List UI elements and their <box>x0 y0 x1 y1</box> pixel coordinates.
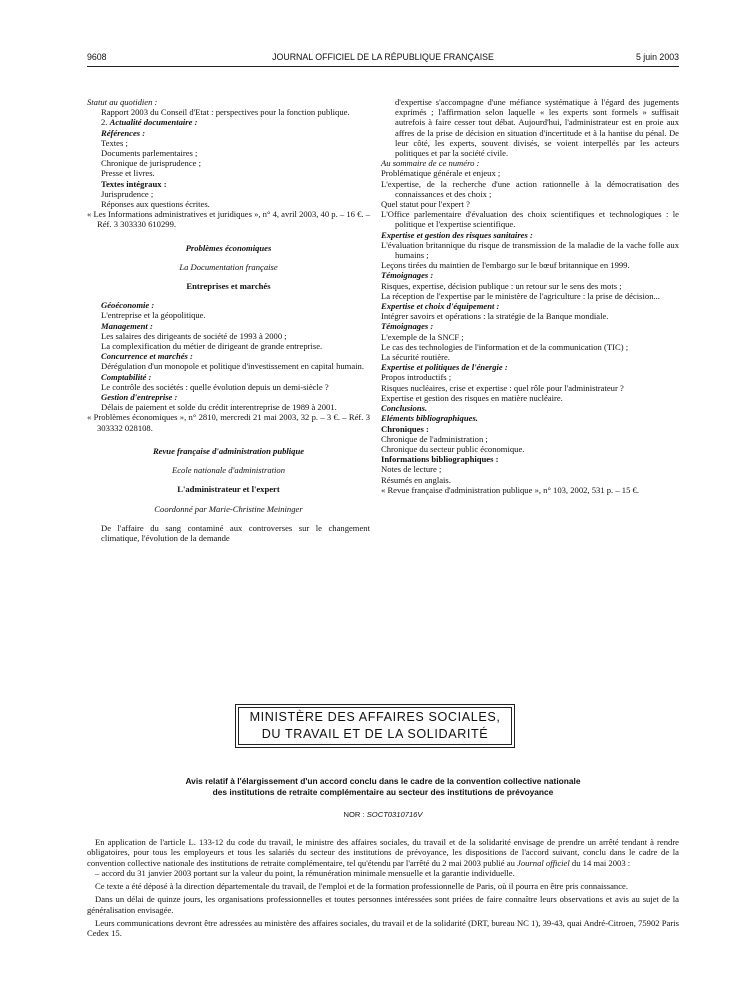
list-item: Textes ; <box>101 137 128 148</box>
notice-paragraph: Dans un délai de quinze jours, les organisations professionnelles et toutes personnes intéressées sont priées de faire connaître leurs observations et avis au sujet de la généralisation envisagée. <box>87 894 679 915</box>
section-heading: Expertise et politiques de l'énergie : <box>381 362 508 373</box>
section-heading: Comptabilité : <box>101 371 152 382</box>
textes-heading: Textes intégraux : <box>101 178 167 189</box>
list-item: Risques nucléaires, crise et expertise : quel rôle pour l'administrateur ? <box>381 382 624 393</box>
publication-reference: « Les Informations administratives et juridiques », n° 4, avril 2003, 40 p. – 16 €. – Réf. 3 303330 610299. <box>87 209 370 230</box>
statut-item: Rapport 2003 du Conseil d'Etat : perspectives pour la fonction publique. <box>101 107 350 118</box>
actualite-heading: Actualité documentaire : <box>109 117 198 128</box>
list-item: Dérégulation d'un monopole et politique d'investissement en capital humain. <box>101 361 364 372</box>
list-item: Intégrer savoirs et opérations : la stratégie de la Banque mondiale. <box>381 311 609 322</box>
actualite-num: 2. <box>101 117 110 128</box>
list-item: Risques, expertise, décision publique : un retour sur le sens des mots ; <box>381 280 622 291</box>
list-item: Leçons tirées du maintien de l'embargo sur le bœuf britannique en 1999. <box>381 260 630 271</box>
page-header <box>87 52 679 67</box>
nor-label: NOR : <box>343 810 367 819</box>
publication-coordinator: Coordonné par Marie-Christine Meininger <box>154 503 303 514</box>
list-item: Jurisprudence ; <box>101 188 154 199</box>
list-item: La complexification du métier de dirigeant de grande entreprise. <box>101 341 323 352</box>
sommaire-heading: Au sommaire de ce numéro : <box>381 158 480 169</box>
section-heading: Gestion d'entreprise : <box>101 392 178 403</box>
notice-paragraph: Leurs communications devront être adressées au ministère des affaires sociales, du travail et de la solidarité (DRT, bureau NC 1), 39-43, quai André-Citroen, 75902 Paris Cedex 15. <box>87 918 679 939</box>
list-item: Chronique de l'administration ; <box>381 433 488 444</box>
list-item: Chronique du secteur public économique. <box>381 443 525 454</box>
notice-text: du 14 mai 2003 : <box>569 857 631 868</box>
page-number: 9608 <box>87 52 107 62</box>
list-item: Les salaires des dirigeants de société de 1993 à 2000 ; <box>101 330 287 341</box>
list-item: Le contrôle des sociétés : quelle évolution depuis un demi-siècle ? <box>101 381 329 392</box>
publication-publisher: La Documentation française <box>179 261 278 272</box>
ministry-line2: DU TRAVAIL ET DE LA SOLIDARITÉ <box>261 727 489 741</box>
nor-code: SOCT0310716V <box>366 810 423 819</box>
publication-title: Revue française d'administration publique <box>152 445 305 456</box>
publication-subject: Entreprises et marchés <box>186 281 271 292</box>
notice-paragraph: Ce texte a été déposé à la direction départementale du travail, de l'emploi et de la formation professionnelle de Paris, où il pourra en être pris connaissance. <box>95 881 628 892</box>
section-heading: Témoignages : <box>381 321 434 332</box>
notice-title <box>87 776 679 797</box>
list-item: Propos introductifs ; <box>381 372 452 383</box>
list-item: L'entreprise et la géopolitique. <box>101 310 206 321</box>
list-item: Documents parlementaires ; <box>101 148 198 159</box>
section-heading: Géoéconomie : <box>101 300 155 311</box>
list-item: L'évaluation britannique du risque de transmission de la maladie de la vache folle aux humains ; <box>381 239 679 261</box>
issue-date: 5 juin 2003 <box>635 52 679 62</box>
left-column <box>87 97 370 543</box>
section-heading: Concurrence et marchés : <box>101 351 193 362</box>
publication-publisher: Ecole nationale d'administration <box>171 465 286 476</box>
publication-subject: L'administrateur et l'expert <box>177 484 280 495</box>
list-item: Problématique générale et enjeux ; <box>381 168 501 179</box>
section-heading: Informations bibliographiques : <box>381 454 499 465</box>
list-item: Délais de paiement et solde du crédit interentreprise de 1989 à 2001. <box>101 402 337 413</box>
section-heading: Témoignages : <box>381 270 434 281</box>
section-heading: Chroniques : <box>381 423 429 434</box>
section-heading: Management : <box>101 320 153 331</box>
list-item: Quel statut pour l'expert ? <box>381 199 470 210</box>
list-item: L'expertise, de la recherche d'une action rationnelle à la démocratisation des connaissances et des choix ; <box>381 178 679 199</box>
journal-officiel-ref: Journal officiel <box>517 857 570 868</box>
publication-title: Problèmes économiques <box>185 242 272 253</box>
list-item: Chronique de jurisprudence ; <box>101 158 201 169</box>
notice-text: En application de l'article L. 133-12 du code du travail, le ministre des affaires sociales, du travail et de la solidarité envisage de prendre un arrêté tendant à rendre obligatoires, pour tous les employeurs et tous les salariés du secteur des institutions de prévoyance, les dispositions de l'accord suivant, conclu dans le cadre de la convention collective nationale des institutions de retraite complémentaire, tel qu'étendu par l'arrêté du 2 mai 2003 publié au <box>87 837 679 868</box>
list-item: L'Office parlementaire d'évaluation des choix scientifiques et technologiques : le politique et l'expertise scientifique. <box>381 209 679 230</box>
ministry-box <box>235 704 515 748</box>
notice-title-line2: des institutions de retraite complémentaire au secteur des institutions de prévoyance <box>212 786 554 797</box>
list-item: Notes de lecture ; <box>381 464 442 475</box>
section-heading: Expertise et choix d'équipement : <box>381 301 500 312</box>
journal-title: JOURNAL OFFICIEL DE LA RÉPUBLIQUE FRANÇAISE <box>272 52 494 62</box>
nor-reference <box>87 810 679 819</box>
list-item: La réception de l'expertise par le ministère de l'agriculture : la prise de décision... <box>381 290 660 301</box>
statut-heading: Statut au quotidien : <box>87 97 158 107</box>
intro-paragraph-continued: d'expertise s'accompagne d'une méfiance systématique à l'égard des jugements exprimés ; l'affirmation selon laquelle « les experts sont formels » suffisait autrefois à faire cesser tout débat. Aujourd'hui, l'administrateur est en proie aux affres de la prise de décision en situation d'incertitude et à la hantise du pénal. De leur côté, les experts, souvent divisés, se voient interpellés par les acteurs politiques et par la société civile. <box>395 97 679 159</box>
section-heading: Eléments bibliographiques. <box>381 413 478 424</box>
references-heading: Références : <box>101 127 146 138</box>
intro-paragraph: De l'affaire du sang contaminé aux controverses sur le changement climatique, l'évolution de la demande <box>101 522 370 543</box>
list-item: La sécurité routière. <box>381 352 450 363</box>
section-heading: Expertise et gestion des risques sanitaires : <box>381 229 533 240</box>
ministry-line1: MINISTÈRE DES AFFAIRES SOCIALES, <box>249 710 501 724</box>
list-item: Réponses aux questions écrites. <box>101 199 210 210</box>
list-item: L'exemple de la SNCF ; <box>381 331 464 342</box>
right-column <box>381 97 679 495</box>
publication-reference: « Problèmes économiques », n° 2810, mercredi 21 mai 2003, 32 p. – 3 €. – Réf. 3 303332 028108. <box>87 412 370 433</box>
list-item: Le cas des technologies de l'information et de la communication (TIC) ; <box>381 341 629 352</box>
notice-body <box>87 837 679 939</box>
notice-title-line1: Avis relatif à l'élargissement d'un accord conclu dans le cadre de la convention collective nationale <box>185 776 581 786</box>
list-item: Expertise et gestion des risques en matière nucléaire. <box>381 392 563 403</box>
section-heading: Conclusions. <box>381 403 428 414</box>
notice-paragraph <box>87 837 679 868</box>
list-item: Presse et livres. <box>101 168 155 179</box>
list-item: Résumés en anglais. <box>381 474 451 485</box>
publication-reference: « Revue française d'administration publique », n° 103, 2002, 531 p. – 15 €. <box>381 484 639 495</box>
notice-list-item: – accord du 31 janvier 2003 portant sur la valeur du point, la rémunération minimale mensuelle et la garantie individuelle. <box>95 867 515 878</box>
